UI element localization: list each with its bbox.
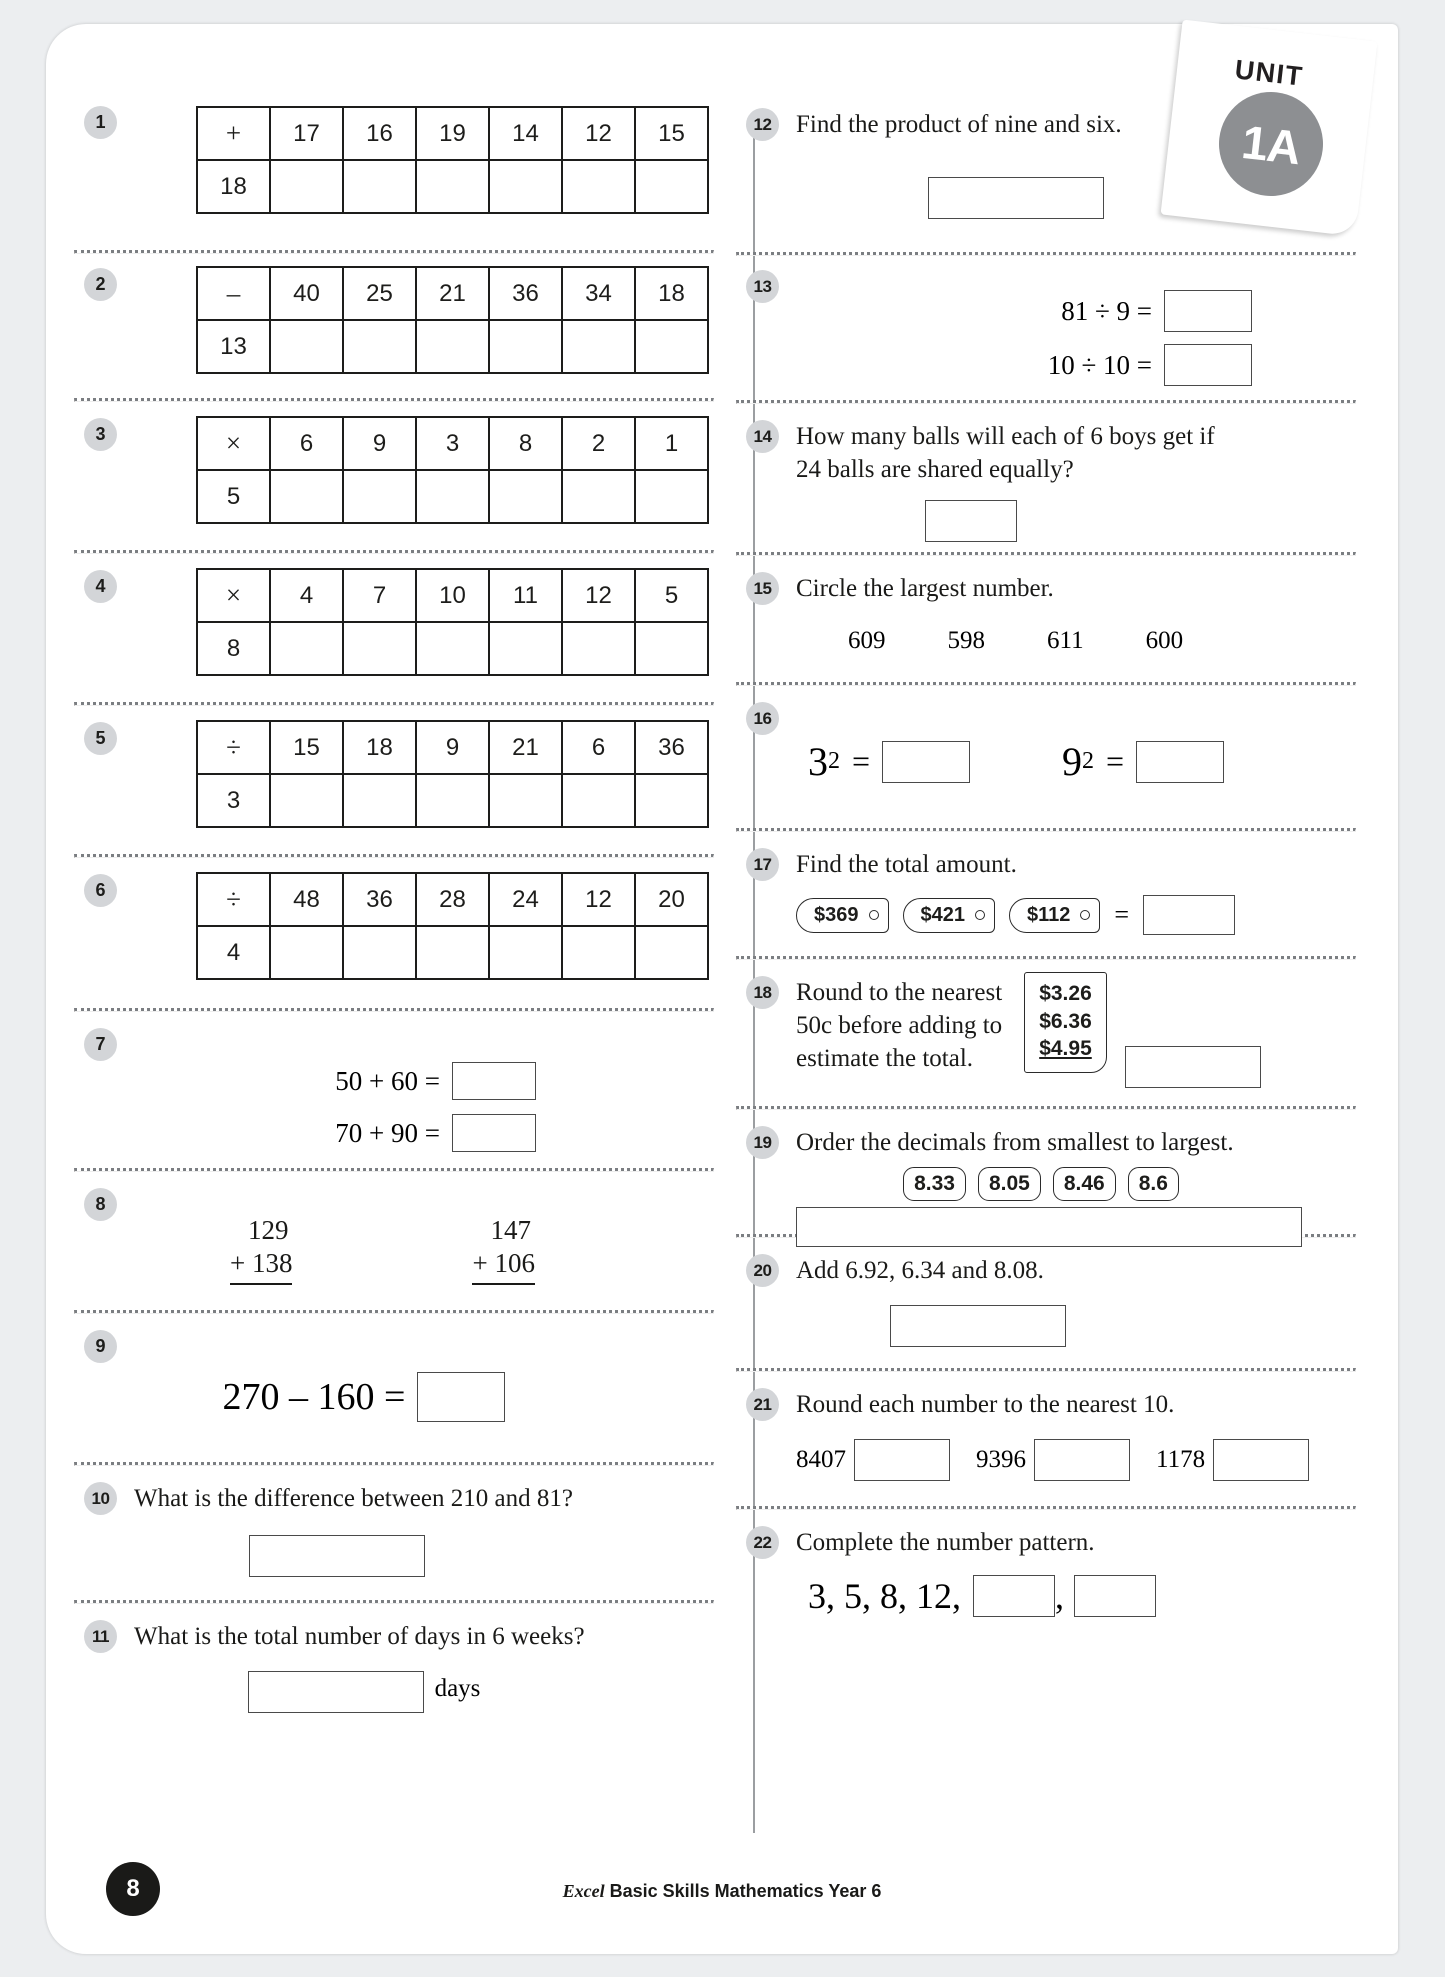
answer-cell[interactable]	[562, 774, 635, 827]
answer-cell[interactable]	[270, 470, 343, 523]
row-label-cell: 3	[197, 774, 270, 827]
choice-number[interactable]: 600	[1145, 627, 1184, 654]
answer-box[interactable]	[890, 1305, 1066, 1347]
question-text: What is the total number of days in 6 weeks?	[134, 1623, 585, 1650]
header-cell: 15	[270, 721, 343, 774]
operator-cell: ×	[197, 569, 270, 622]
header-cell: 5	[635, 569, 708, 622]
question-16	[736, 686, 1356, 828]
answer-cell[interactable]	[489, 160, 562, 213]
answer-box[interactable]	[925, 500, 1017, 542]
header-cell: 20	[635, 873, 708, 926]
left-column	[74, 108, 714, 1734]
unit-badge	[1171, 30, 1367, 226]
equation-text: 10 ÷ 10 =	[1047, 349, 1152, 380]
power-exponent: 2	[828, 748, 840, 774]
question-text-line1: How many balls will each of 6 boys get if	[796, 423, 1215, 450]
header-cell: 3	[416, 417, 489, 470]
question-9	[74, 1314, 714, 1462]
question-text-line1: Round to the nearest	[796, 979, 1003, 1006]
answer-cell[interactable]	[343, 470, 416, 523]
header-cell: 36	[343, 873, 416, 926]
power-base: 9	[1062, 739, 1083, 784]
decimal-chip[interactable]: 8.46	[1053, 1167, 1116, 1201]
header-cell: 8	[489, 417, 562, 470]
column-sum-2	[472, 1214, 534, 1285]
power-expression-2	[1062, 738, 1224, 785]
operation-table-4	[196, 568, 709, 676]
answer-cell[interactable]	[489, 470, 562, 523]
answer-cell[interactable]	[416, 622, 489, 675]
header-cell: 10	[416, 569, 489, 622]
table-row	[197, 320, 708, 373]
answer-cell[interactable]	[343, 774, 416, 827]
answer-box[interactable]	[249, 1535, 425, 1577]
answer-box[interactable]	[854, 1439, 950, 1481]
question-text-line2: 24 balls are shared equally?	[796, 456, 1074, 483]
question-number: 1	[84, 106, 117, 139]
answer-cell[interactable]	[416, 320, 489, 373]
question-number: 16	[746, 702, 779, 735]
question-text: Find the total amount.	[796, 851, 1017, 878]
price-tag	[796, 898, 889, 933]
price-list-box	[1024, 972, 1107, 1073]
price-item: $6.36	[1039, 1009, 1092, 1033]
addend-top: 147	[490, 1215, 531, 1245]
unit-label: days	[434, 1674, 481, 1702]
answer-box[interactable]	[248, 1671, 424, 1713]
operator-cell: –	[197, 267, 270, 320]
header-cell: 12	[562, 107, 635, 160]
question-number: 14	[746, 420, 779, 453]
answer-cell[interactable]	[635, 160, 708, 213]
answer-box[interactable]	[452, 1062, 536, 1100]
question-text: What is the difference between 210 and 81?	[134, 1485, 573, 1512]
table-row	[197, 926, 708, 979]
footer-brand: Excel	[562, 1881, 605, 1901]
question-number: 11	[84, 1620, 117, 1653]
header-cell: 36	[635, 721, 708, 774]
question-number: 3	[84, 418, 117, 451]
answer-box[interactable]	[1136, 741, 1224, 783]
answer-box[interactable]	[882, 741, 970, 783]
operation-table-3	[196, 416, 709, 524]
question-text: Round each number to the nearest 10.	[796, 1391, 1175, 1418]
header-cell: 1	[635, 417, 708, 470]
question-7	[74, 1012, 714, 1168]
answer-box[interactable]	[1164, 290, 1252, 332]
answer-box[interactable]	[1125, 1046, 1261, 1088]
header-cell: 7	[343, 569, 416, 622]
answer-cell[interactable]	[343, 926, 416, 979]
decimal-chip[interactable]: 8.33	[903, 1167, 966, 1201]
question-19	[736, 1110, 1356, 1234]
answer-cell[interactable]	[343, 160, 416, 213]
question-13	[736, 256, 1356, 400]
price-item: $4.95	[1039, 1037, 1092, 1061]
question-number: 21	[746, 1388, 779, 1421]
row-label-cell: 5	[197, 470, 270, 523]
answer-cell[interactable]	[635, 926, 708, 979]
unit-badge-code: 1A	[1239, 114, 1303, 174]
table-row	[197, 160, 708, 213]
header-cell: 11	[489, 569, 562, 622]
answer-cell[interactable]	[562, 160, 635, 213]
header-cell: 36	[489, 267, 562, 320]
question-text-line3: estimate the total.	[796, 1045, 974, 1072]
table-row	[197, 107, 708, 160]
answer-cell[interactable]	[416, 470, 489, 523]
column-sum-1	[230, 1214, 292, 1285]
operator-cell: ÷	[197, 873, 270, 926]
pattern-sequence: 3, 5, 8, 12,	[808, 1576, 961, 1616]
addend-bottom: + 138	[230, 1247, 292, 1285]
answer-cell[interactable]	[270, 926, 343, 979]
question-22	[736, 1510, 1356, 1640]
header-cell: 28	[416, 873, 489, 926]
table-row	[197, 569, 708, 622]
equation-row	[796, 344, 1252, 386]
equation-row	[796, 290, 1252, 332]
question-number: 12	[746, 108, 779, 141]
question-6	[74, 858, 714, 1008]
question-number: 17	[746, 848, 779, 881]
header-cell: 14	[489, 107, 562, 160]
question-15	[736, 556, 1356, 682]
operation-table-2	[196, 266, 709, 374]
question-number: 9	[84, 1330, 117, 1363]
question-text: Find the product of nine and six.	[796, 111, 1122, 138]
header-cell: 48	[270, 873, 343, 926]
unit-badge-label: UNIT	[1233, 54, 1305, 92]
equation-text: 81 ÷ 9 =	[1061, 295, 1152, 326]
header-cell: 12	[562, 569, 635, 622]
price-tag	[903, 898, 996, 933]
power-exponent: 2	[1082, 748, 1095, 774]
answer-cell[interactable]	[270, 160, 343, 213]
choice-number[interactable]: 611	[1047, 627, 1084, 654]
table-row	[197, 721, 708, 774]
price-tag-value: $112	[1027, 903, 1071, 926]
answer-cell[interactable]	[270, 774, 343, 827]
question-10	[74, 1466, 714, 1600]
answer-cell[interactable]	[270, 622, 343, 675]
header-cell: 24	[489, 873, 562, 926]
row-label-cell: 18	[197, 160, 270, 213]
question-8	[74, 1172, 714, 1310]
footer-title	[46, 1881, 1398, 1902]
question-11	[74, 1604, 714, 1734]
operation-table-5	[196, 720, 709, 828]
answer-cell[interactable]	[562, 926, 635, 979]
question-text: Add 6.92, 6.34 and 8.08.	[796, 1257, 1044, 1284]
answer-cell[interactable]	[489, 926, 562, 979]
power-expression-1	[808, 738, 970, 785]
table-row	[197, 873, 708, 926]
question-number: 15	[746, 572, 779, 605]
footer-subtitle: Basic Skills Mathematics Year 6	[604, 1881, 882, 1901]
header-cell: 17	[270, 107, 343, 160]
question-number: 10	[84, 1482, 117, 1515]
answer-cell[interactable]	[635, 470, 708, 523]
question-14	[736, 404, 1356, 552]
table-row	[197, 417, 708, 470]
header-cell: 6	[270, 417, 343, 470]
equals-sign: =	[852, 743, 871, 779]
choice-number[interactable]: 598	[947, 627, 985, 654]
equation-text: 70 + 90 =	[335, 1117, 440, 1148]
answer-box[interactable]	[928, 177, 1104, 219]
question-number: 5	[84, 722, 117, 755]
question-number: 13	[746, 270, 779, 303]
answer-cell[interactable]	[416, 926, 489, 979]
question-1	[74, 106, 714, 250]
answer-cell[interactable]	[635, 320, 708, 373]
right-column	[736, 108, 1356, 1640]
worksheet-page	[46, 24, 1398, 1954]
answer-cell[interactable]	[343, 622, 416, 675]
row-label-cell: 8	[197, 622, 270, 675]
header-cell: 16	[343, 107, 416, 160]
header-cell: 34	[562, 267, 635, 320]
header-cell: 40	[270, 267, 343, 320]
header-cell: 18	[343, 721, 416, 774]
question-18	[736, 960, 1356, 1106]
question-number: 18	[746, 976, 779, 1009]
question-3	[74, 402, 714, 550]
equation-row	[134, 1114, 536, 1152]
question-5	[74, 706, 714, 854]
header-cell: 9	[343, 417, 416, 470]
question-number: 6	[84, 874, 117, 907]
question-number: 19	[746, 1126, 779, 1159]
operation-table-1	[196, 106, 709, 214]
answer-cell[interactable]	[489, 320, 562, 373]
decimal-chip[interactable]: 8.05	[978, 1167, 1041, 1201]
answer-cell[interactable]	[562, 622, 635, 675]
answer-box[interactable]	[1074, 1575, 1156, 1617]
row-label-cell: 13	[197, 320, 270, 373]
answer-cell[interactable]	[562, 470, 635, 523]
header-cell: 18	[635, 267, 708, 320]
question-text: Complete the number pattern.	[796, 1529, 1095, 1556]
question-text: Order the decimals from smallest to largest.	[796, 1129, 1234, 1156]
header-cell: 6	[562, 721, 635, 774]
source-number: 8407	[796, 1446, 846, 1473]
question-number: 22	[746, 1526, 779, 1559]
table-row	[197, 470, 708, 523]
header-cell: 25	[343, 267, 416, 320]
header-cell: 21	[489, 721, 562, 774]
equation-text: 50 + 60 =	[335, 1065, 440, 1096]
question-number: 7	[84, 1028, 117, 1061]
answer-cell[interactable]	[635, 774, 708, 827]
price-tag-value: $369	[814, 903, 859, 926]
row-label-cell: 4	[197, 926, 270, 979]
tag-hole-icon	[975, 910, 985, 920]
addend-bottom: + 106	[472, 1247, 534, 1285]
answer-box[interactable]	[417, 1372, 505, 1422]
page-number-badge: 8	[106, 1862, 160, 1916]
table-row	[197, 267, 708, 320]
source-number: 1178	[1156, 1446, 1206, 1473]
equation-row	[134, 1062, 536, 1100]
price-tag-value: $421	[920, 903, 965, 926]
header-cell: 15	[635, 107, 708, 160]
answer-cell[interactable]	[562, 320, 635, 373]
answer-cell[interactable]	[635, 622, 708, 675]
tag-hole-icon	[1080, 910, 1090, 920]
header-cell: 4	[270, 569, 343, 622]
addend-top: 129	[247, 1215, 289, 1245]
answer-box[interactable]	[973, 1575, 1055, 1617]
operator-cell: ×	[197, 417, 270, 470]
answer-cell[interactable]	[416, 160, 489, 213]
answer-cell[interactable]	[270, 320, 343, 373]
pattern-comma: ,	[1055, 1576, 1064, 1616]
answer-cell[interactable]	[489, 774, 562, 827]
question-20	[736, 1238, 1356, 1368]
power-base: 3	[808, 739, 828, 784]
question-21	[736, 1372, 1356, 1506]
price-item: $3.26	[1039, 982, 1092, 1005]
equation-text: 270 – 160 =	[222, 1376, 406, 1418]
operator-cell: +	[197, 107, 270, 160]
answer-box[interactable]	[1164, 344, 1252, 386]
question-4	[74, 554, 714, 702]
table-row	[197, 774, 708, 827]
answer-cell[interactable]	[416, 774, 489, 827]
question-17	[736, 832, 1356, 956]
operator-cell: ÷	[197, 721, 270, 774]
question-2	[74, 254, 714, 398]
header-cell: 21	[416, 267, 489, 320]
question-number: 4	[84, 570, 117, 603]
question-text-line2: 50c before adding to	[796, 1012, 1003, 1039]
price-tag	[1009, 898, 1100, 933]
answer-box[interactable]	[1213, 1439, 1309, 1481]
question-number: 8	[84, 1188, 117, 1221]
answer-box[interactable]	[1034, 1439, 1130, 1481]
header-cell: 12	[562, 873, 635, 926]
answer-box[interactable]	[1143, 895, 1235, 935]
question-text: Circle the largest number.	[796, 575, 1054, 602]
answer-cell[interactable]	[343, 320, 416, 373]
choice-number[interactable]: 609	[848, 627, 886, 654]
decimal-chip[interactable]: 8.6	[1128, 1167, 1179, 1201]
operation-table-6	[196, 872, 709, 980]
equals-sign: =	[1114, 900, 1130, 929]
header-cell: 2	[562, 417, 635, 470]
table-row	[197, 622, 708, 675]
question-number: 2	[84, 268, 117, 301]
tag-hole-icon	[869, 910, 879, 920]
equals-sign: =	[1106, 743, 1125, 779]
answer-box[interactable]	[452, 1114, 536, 1152]
question-number: 20	[746, 1254, 779, 1287]
source-number: 9396	[976, 1446, 1026, 1473]
header-cell: 9	[416, 721, 489, 774]
header-cell: 19	[416, 107, 489, 160]
answer-cell[interactable]	[489, 622, 562, 675]
